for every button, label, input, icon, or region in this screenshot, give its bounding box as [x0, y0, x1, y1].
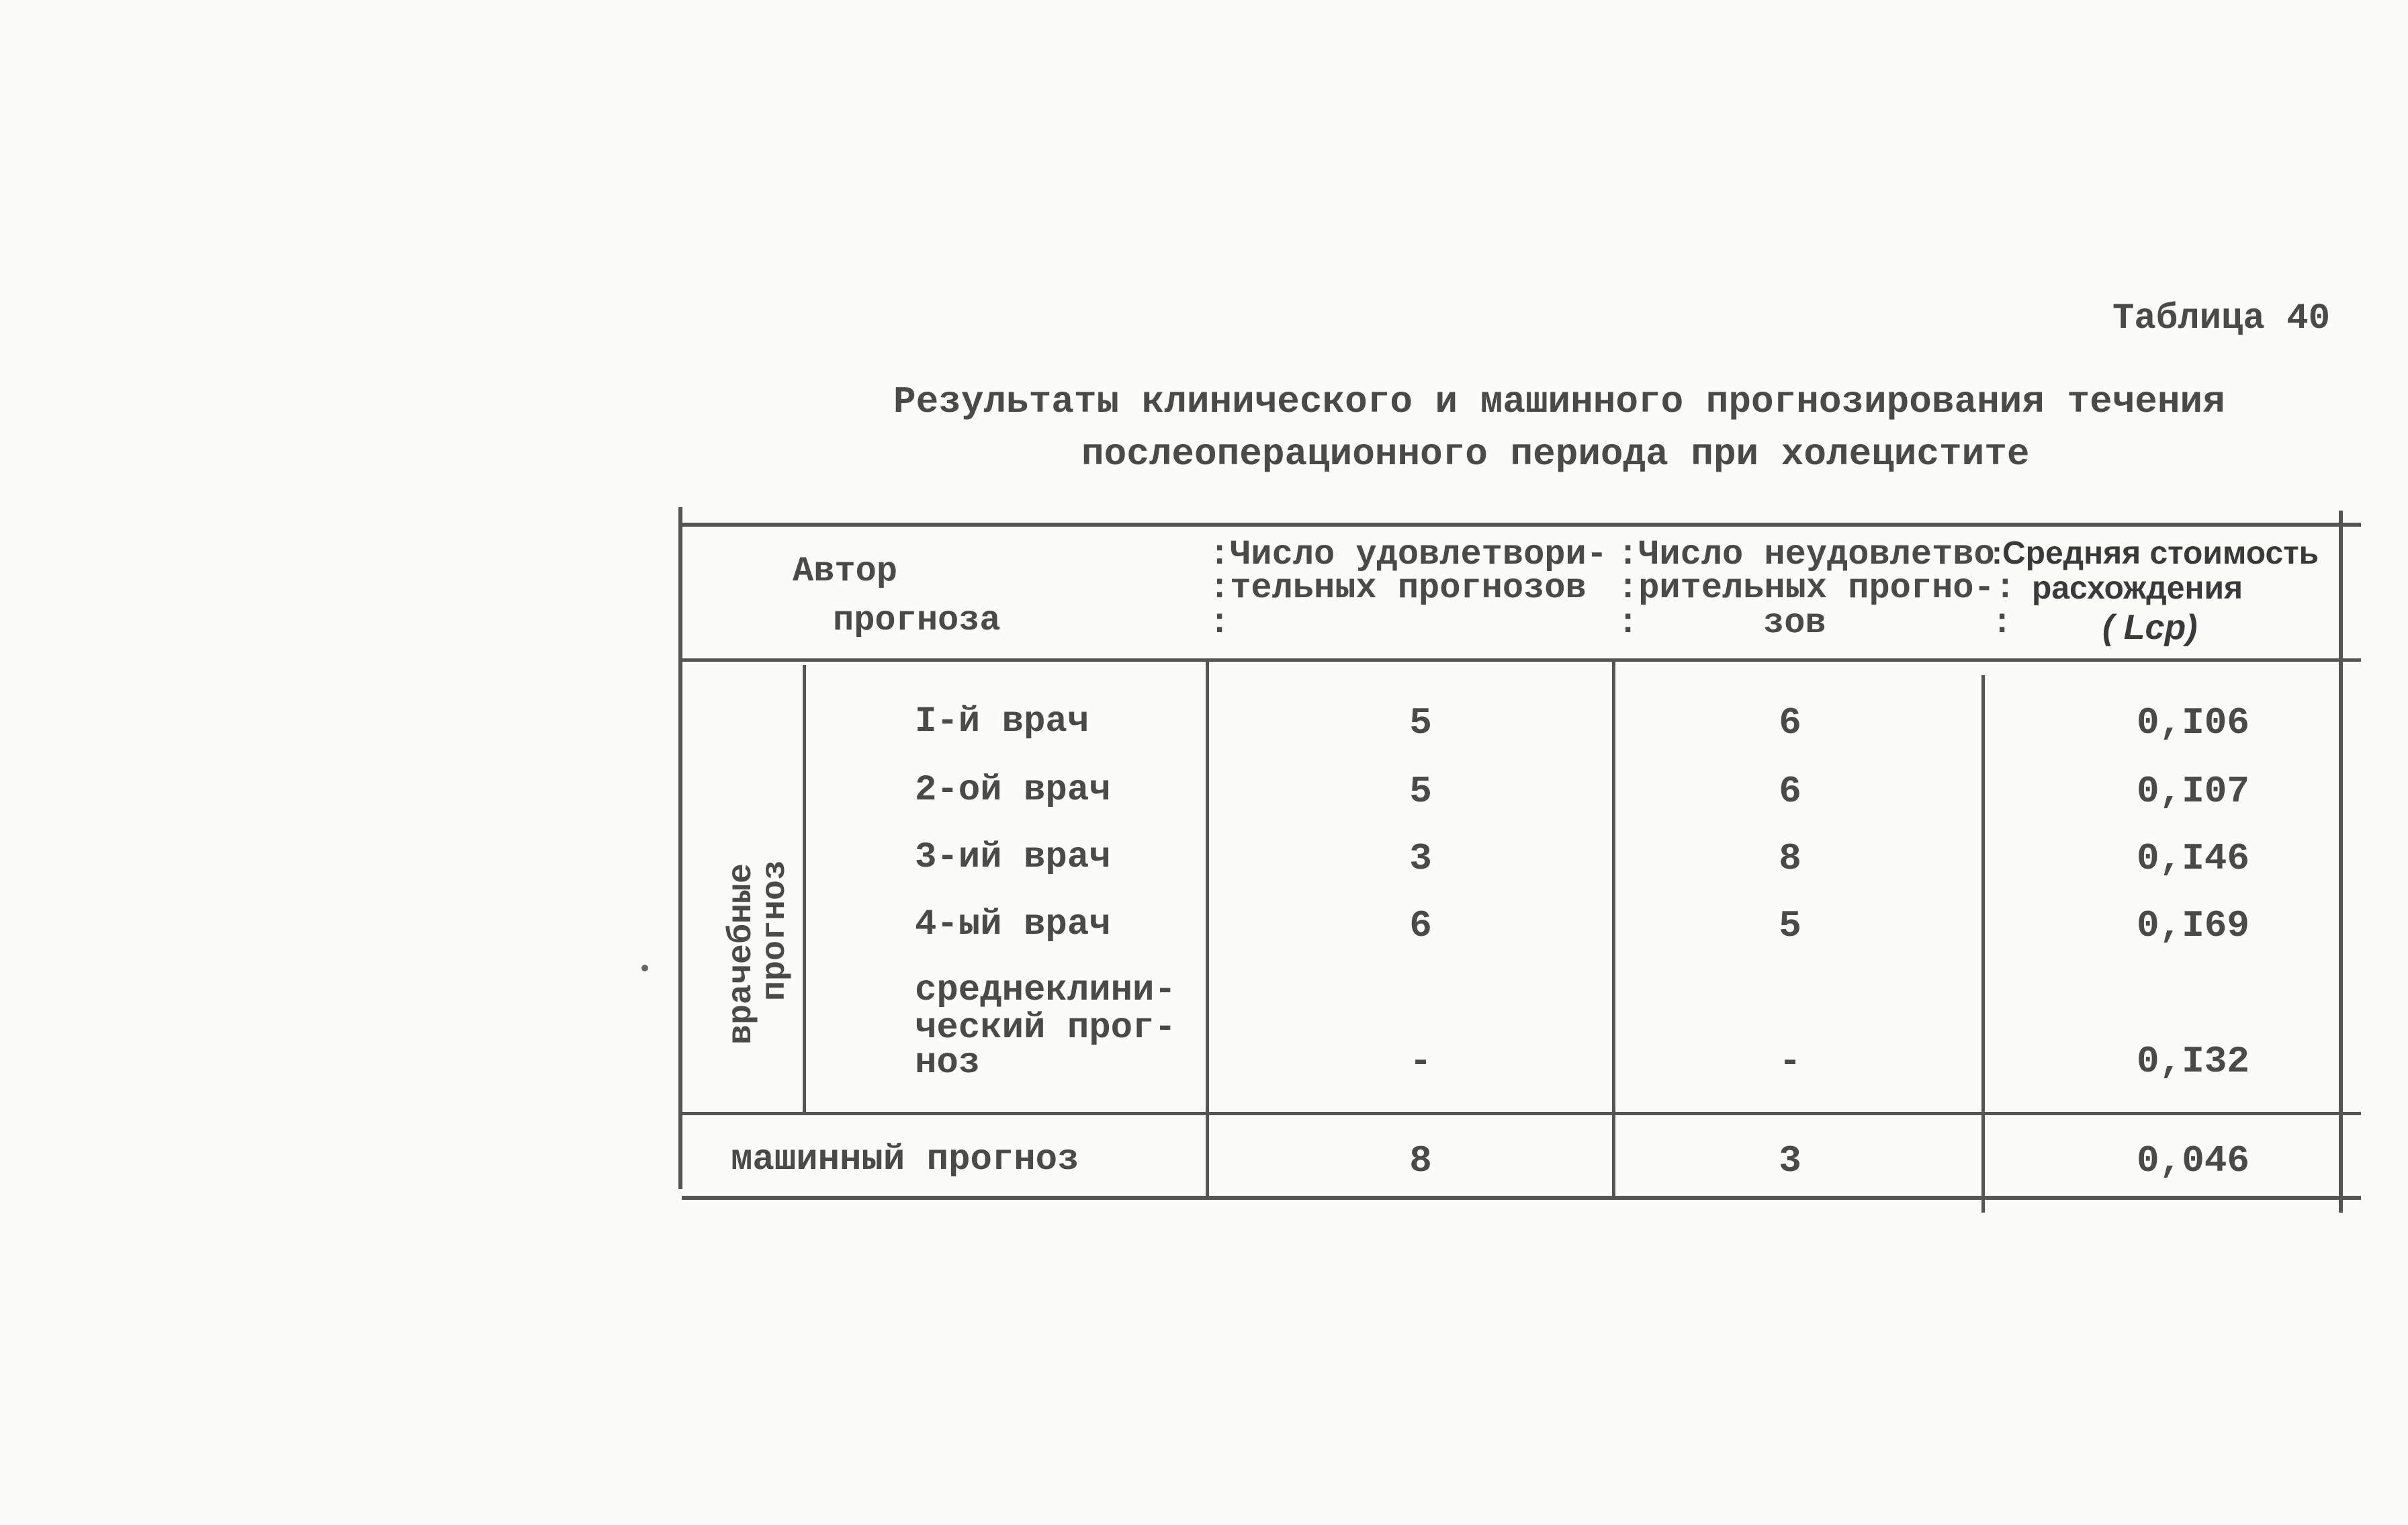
- group-separator: [682, 1112, 2361, 1115]
- row-label-line1: среднеклини-: [915, 970, 1176, 1011]
- col4-divider: [1981, 675, 1985, 1213]
- row-label: 3-ий врач: [915, 837, 1111, 878]
- header-satisfactory-line1: :Число удовлетвори-: [1209, 535, 1607, 574]
- header-unsatisfactory-line1: :Число неудовлетво: [1617, 535, 1995, 574]
- col3-divider: [1612, 662, 1615, 1196]
- satisfactory-cell: 5: [1409, 770, 1432, 813]
- header-author-line2: прогноза: [833, 601, 1001, 640]
- header-unsatisfactory-line3: зов: [1763, 603, 1826, 643]
- table-top-border: [682, 523, 2361, 527]
- table-number: Таблица 40: [2112, 298, 2331, 339]
- header-author-line1: Автор: [793, 552, 898, 591]
- header-cost-line1: :Средняя стоимость: [1992, 535, 2319, 571]
- group-label-line2: прогноз: [756, 859, 795, 1002]
- unsatisfactory-cell: 8: [1779, 837, 1801, 880]
- cost-cell: 0,I06: [2136, 701, 2250, 744]
- cost-cell: 0,I07: [2136, 770, 2250, 813]
- col2-divider: [1206, 662, 1209, 1196]
- row-label: машинный прогноз: [731, 1139, 1079, 1180]
- table-title-line1: Результаты клинического и машинного прогнозирования течения: [893, 380, 2225, 423]
- unsatisfactory-cell: 3: [1779, 1139, 1801, 1182]
- header-unsatisfactory-line2: :рительных прогно-:: [1617, 568, 2016, 608]
- header-unsatisfactory-colon: :: [1617, 603, 1639, 643]
- row-label: 4-ый врач: [915, 904, 1111, 945]
- row-label: 2-ой врач: [915, 770, 1111, 811]
- group-divider: [803, 665, 806, 1115]
- cost-cell: 0,I32: [2136, 1040, 2250, 1083]
- table-bottom-border: [682, 1196, 2361, 1200]
- unsatisfactory-cell: 6: [1779, 770, 1801, 813]
- satisfactory-cell: 3: [1409, 837, 1432, 880]
- table-left-border: [678, 507, 682, 1189]
- group-label-line1: врачебные: [723, 863, 761, 1045]
- unsatisfactory-cell: 5: [1779, 904, 1801, 947]
- header-separator: [682, 658, 2361, 662]
- unsatisfactory-cell: 6: [1779, 701, 1801, 744]
- header-cost-colon: :: [1992, 603, 2013, 643]
- unsatisfactory-cell: -: [1779, 1040, 1801, 1083]
- header-cost-line2: расхождения: [2032, 570, 2243, 606]
- table-title-line2: послеоперационного периода при холецистите: [1081, 433, 2030, 476]
- header-cost-line3: ( Lср): [2102, 608, 2198, 647]
- satisfactory-cell: -: [1409, 1040, 1432, 1083]
- table-right-border: [2339, 511, 2343, 1213]
- row-label-line2: ческий прог-: [915, 1008, 1176, 1049]
- header-satisfactory-line2: :тельных прогнозов: [1209, 568, 1587, 608]
- row-label-line3: ноз: [915, 1043, 981, 1084]
- cost-cell: 0,I69: [2136, 904, 2250, 947]
- header-satisfactory-line3: :: [1209, 603, 1231, 643]
- cost-cell: 0,046: [2136, 1139, 2250, 1182]
- satisfactory-cell: 5: [1409, 701, 1432, 744]
- row-label: I-й врач: [915, 701, 1089, 742]
- satisfactory-cell: 8: [1409, 1139, 1432, 1182]
- satisfactory-cell: 6: [1409, 904, 1432, 947]
- scan-speck: [641, 965, 648, 971]
- cost-cell: 0,I46: [2136, 837, 2250, 880]
